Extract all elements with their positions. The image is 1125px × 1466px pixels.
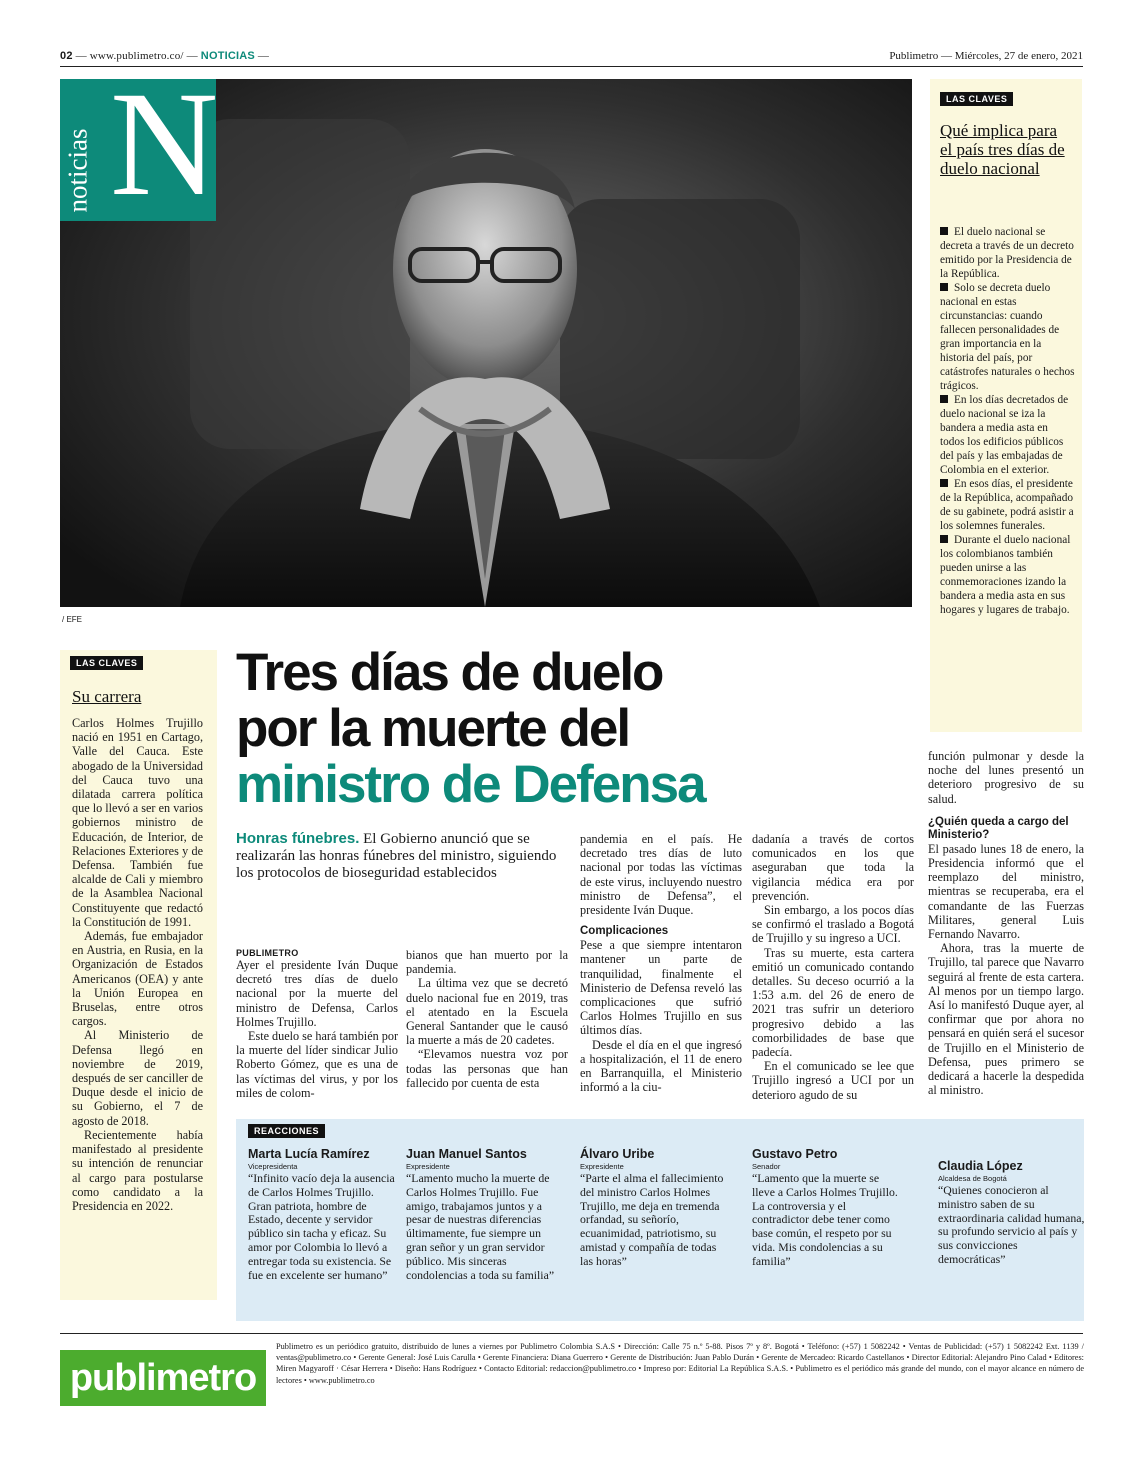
bullet-square-icon (940, 283, 948, 291)
subheading-complications: Complicaciones (580, 925, 669, 938)
page-header-left: 02 — www.publimetro.co/ — NOTICIAS — (60, 50, 270, 62)
reaction-item (580, 1147, 730, 1269)
page-header-date: Publimetro — Miércoles, 27 de enero, 2021 (889, 50, 1083, 62)
reaction-item (752, 1147, 902, 1269)
article-column-5 (928, 749, 1084, 1097)
reaction-quote: “Lamento mucho la muerte de Carlos Holmes Trujillo. Fue amigo, trabajamos juntos y a pesar de nuestras diferencias últimamente, fue siempre un gran señor y un gran servidor público. Mis sinceras condolencias a toda su familia” (406, 1171, 555, 1282)
reaction-name: Gustavo Petro (752, 1147, 838, 1161)
bullet-square-icon (940, 227, 948, 235)
reaction-name: Claudia López (938, 1159, 1023, 1173)
reaction-role: Alcaldesa de Bogotá (938, 1174, 1007, 1183)
paragraph: Sin embargo, a los pocos días se confirmó el traslado a Bogotá de Trujillo y su ingreso a UCI. (752, 903, 914, 946)
sidebar-right-tag: LAS CLAVES (940, 92, 1013, 106)
headline-line-3: ministro de Defensa (236, 755, 705, 814)
reaction-name: Marta Lucía Ramírez (248, 1147, 370, 1161)
paragraph: Ayer el presidente Iván Duque decretó tres días de duelo nacional por la muerte del ministro de Defensa, Carlos Holmes Trujillo. (236, 958, 398, 1029)
dek-text: El Gobierno anunció que se realizarán las honras fúnebres del ministro, siguiendo los protocolos de bioseguridad establecidos (236, 831, 557, 881)
dek-lead: Honras fúnebres. (236, 830, 360, 847)
reactions-tag: REACCIONES (248, 1124, 325, 1138)
paragraph: dadanía a través de cortos comunicados en los que aseguraban que toda la vigilancia médica era por prevención. (752, 832, 914, 903)
reaction-role: Expresidente (580, 1162, 624, 1171)
paragraph: El pasado lunes 18 de enero, la Presidencia informó que el reemplazo del ministro, mientras se recuperaba, era el comandante de las Fuerzas Militares, general Luis Fernando Navarro. (928, 841, 1084, 942)
article-column-3 (580, 832, 742, 1094)
list-item: Durante el duelo nacional los colombianos también pueden unirse a las conmemoraciones izando la bandera a media asta en sus hogares y lugares de trabajo. (940, 534, 1071, 616)
list-item: Solo se decreta duelo nacional en estas circunstancias: cuando fallecen personalidades de gran importancia en la historia del país, por catástrofes naturales o hechos trágicos. (940, 282, 1075, 392)
section-badge-letter: N (110, 61, 219, 227)
reaction-quote: “Lamento que la muerte se lleve a Carlos Holmes Trujillo. La controversia y el contradictor debe tener como base común, el respeto por su vida. Mis condolencias a su familia” (752, 1171, 898, 1268)
headline (236, 645, 705, 813)
reaction-quote: “Infinito vacío deja la ausencia de Carlos Holmes Trujillo. Gran patriota, hombre de Estado, decente y servidor público sin tacha y eficaz. Su amor por Colombia lo llevó a entregar toda su existencia. Se fue en excelente ser humano” (248, 1171, 395, 1282)
reaction-name: Álvaro Uribe (580, 1147, 655, 1161)
sidebar-left-career (60, 650, 217, 1300)
section-badge-word: noticias (62, 128, 93, 213)
sidebar-right-list (940, 225, 1075, 617)
paragraph: Este duelo se hará también por la muerte del líder sindicar Julio Roberto Gómez, que es una de las víctimas del virus, y por los miles de colom- (236, 1029, 398, 1100)
footer-divider (60, 1333, 1083, 1334)
subheading-who-in-charge: ¿Quién queda a cargo del Ministerio? (928, 815, 1069, 841)
reaction-role: Vicepresidenta (248, 1162, 298, 1171)
section-badge (60, 61, 219, 227)
sidebar-left-tag: LAS CLAVES (70, 656, 143, 670)
sidebar-right-keys (930, 79, 1082, 732)
bullet-square-icon (940, 535, 948, 543)
bullet-square-icon (940, 395, 948, 403)
bullet-square-icon (940, 479, 948, 487)
photo-credit: / EFE (62, 615, 83, 624)
list-item: En esos días, el presidente de la República, acompañado de su gabinete, podrá asistir a los solemnes funerales. (940, 478, 1074, 532)
paragraph: La última vez que se decretó duelo nacional fue en 2019, tras el atentado en la Escuela General Santander que le causó la muerte a más de 20 cadetes. (406, 976, 568, 1048)
list-item: En los días decretados de duelo nacional se iza la bandera a media asta en todos los edificios públicos del país y las embajadas de Colombia en el exterior. (940, 394, 1069, 476)
reaction-quote: “Quienes conocieron al ministro saben de su extraordinaria calidad humana, su profundo servicio al país y sus convicciones democráticas” (938, 1183, 1085, 1266)
paragraph: bianos que han muerto por la pandemia. (406, 948, 568, 977)
paragraph: Además, fue embajador en Austria, en Rusia, en la Organización de Estados Americanos (OEA) y ante la Unión Europea en Bruselas, entre otros cargos. (72, 929, 203, 1029)
paragraph: función pulmonar y desde la noche del lunes presentó un deterioro progresivo de su salud. (928, 749, 1084, 806)
reaction-item (406, 1147, 556, 1282)
reaction-role: Senador (752, 1162, 781, 1171)
paragraph: Ahora, tras la muerte de Trujillo, tal parece que Navarro seguirá al frente de esta cartera. Al menos por un tiempo largo. Así lo manifestó Duque ayer, al confirmar que por ahora no pensará en quién será el sucesor de Trujillo en el Ministerio de Defensa, pues primero se dedicará a hacerle la despedida al ministro. (928, 941, 1084, 1098)
reactions-box (236, 1119, 1084, 1321)
paragraph: pandemia en el país. He decretado tres días de luto nacional por todas las víctimas de este virus, incluyendo nuestro ministro de Defensa”, el presidente Iván Duque. (580, 832, 742, 918)
article-dek (236, 830, 561, 882)
page-number: 02 (60, 50, 73, 62)
imprint-text: Publimetro es un periódico gratuito, distribuido de lunes a viernes por Publimetro Colombia S.A.S • Dirección: Calle 75 n.º 5-88. Pisos 7º y 8º. Bogotá • Teléfono: (+57) 1 5082242 • Ventas de Publicidad: (+57) 1 5082242 Ext. 1139 / ventas@publimetro.co • Gerente General: José Luis Carulla • Gerente Financiera: Diana Guerrero • Gerente de Distribución: Juan Pablo Durán • Gerente de Mercadeo: Ricardo Castellanos • Director Editorial: Alejandro Pino Calad • Editores: Miren Magyaroff · César Herrera • Diseño: Hans Rodríguez • Contacto Editorial: redaccion@publimetro.co • Impreso por: Editorial La República S.A.S. • Publimetro es el periódico más grande del mundo, con el mayor alcance en número de lectores • www.publimetro.co (276, 1342, 1084, 1385)
paragraph: Al Ministerio de Defensa llegó en noviembre de 2019, después de ser canciller de Duque desde el inicio de su Gobierno, el 7 de agosto de 2018. (72, 1028, 203, 1128)
sidebar-left-body (72, 716, 203, 1213)
reaction-name: Juan Manuel Santos (406, 1147, 527, 1161)
publimetro-logo[interactable]: publimetro (60, 1350, 266, 1406)
headline-line-1: Tres días de duelo (236, 643, 663, 702)
paragraph: Desde el día en el que ingresó a hospitalización, el 11 de enero en Barranquilla, el Ministerio informó a la ciu- (580, 1037, 742, 1095)
sidebar-right-title: Qué implica para el país tres días de duelo nacional (940, 121, 1065, 178)
site-url[interactable]: www.publimetro.co/ (89, 50, 184, 62)
paragraph: Carlos Holmes Trujillo nació en 1951 en Cartago, Valle del Cauca. Este abogado de la Universidad del Cauca tuvo una dilatada carrera política que lo llevó a ser en varios gobiernos ministro de Educación, de Interior, de Relaciones Exteriores y de Defensa. También fue alcalde de Cali y miembro de la Asamblea Nacional Constituyente que redactó la Constitución de 1991. (72, 716, 203, 929)
article-column-4 (752, 832, 914, 1102)
paragraph: Pese a que siempre intentaron mantener un parte de tranquilidad, finalmente el Ministerio de Defensa reveló las complicaciones que sufrió Carlos Holmes Trujillo en sus últimos días. (580, 938, 742, 1038)
paragraph: En el comunicado se lee que Trujillo ingresó a UCI por un deterioro agudo de su (752, 1059, 914, 1102)
reaction-item (938, 1159, 1088, 1267)
sidebar-left-title: Su carrera (72, 687, 142, 706)
list-item: El duelo nacional se decreta a través de un decreto emitido por la Presidencia de la República. (940, 226, 1074, 280)
article-byline: PUBLIMETRO (236, 948, 299, 958)
reaction-item (248, 1147, 398, 1282)
paragraph: Tras su muerte, esta cartera emitió un comunicado contando detalles. Su deceso ocurrió a la 1:53 a.m. del 26 de enero de 2021 tras sufrir un deterioro progresivo debido a las comorbilidades de base que padecía. (752, 945, 914, 1060)
article-column-2 (406, 948, 568, 1090)
article-column-1 (236, 948, 398, 1100)
paragraph: Recientemente había manifestado al presidente su intención de renunciar al cargo para postularse como candidato a la Presidencia en 2022. (72, 1127, 203, 1213)
paragraph: “Elevamos nuestra voz por todas las personas que han fallecido por cuenta de esta (406, 1047, 568, 1090)
headline-line-2: por la muerte del (236, 699, 630, 758)
section-name: NOTICIAS (200, 50, 255, 62)
reaction-quote: “Parte el alma el fallecimiento del ministro Carlos Holmes Trujillo, me deja en tremenda orfandad, su señorío, ecuanimidad, patriotismo, su amistad y compañía de todas las horas” (580, 1171, 724, 1268)
reaction-role: Expresidente (406, 1162, 450, 1171)
